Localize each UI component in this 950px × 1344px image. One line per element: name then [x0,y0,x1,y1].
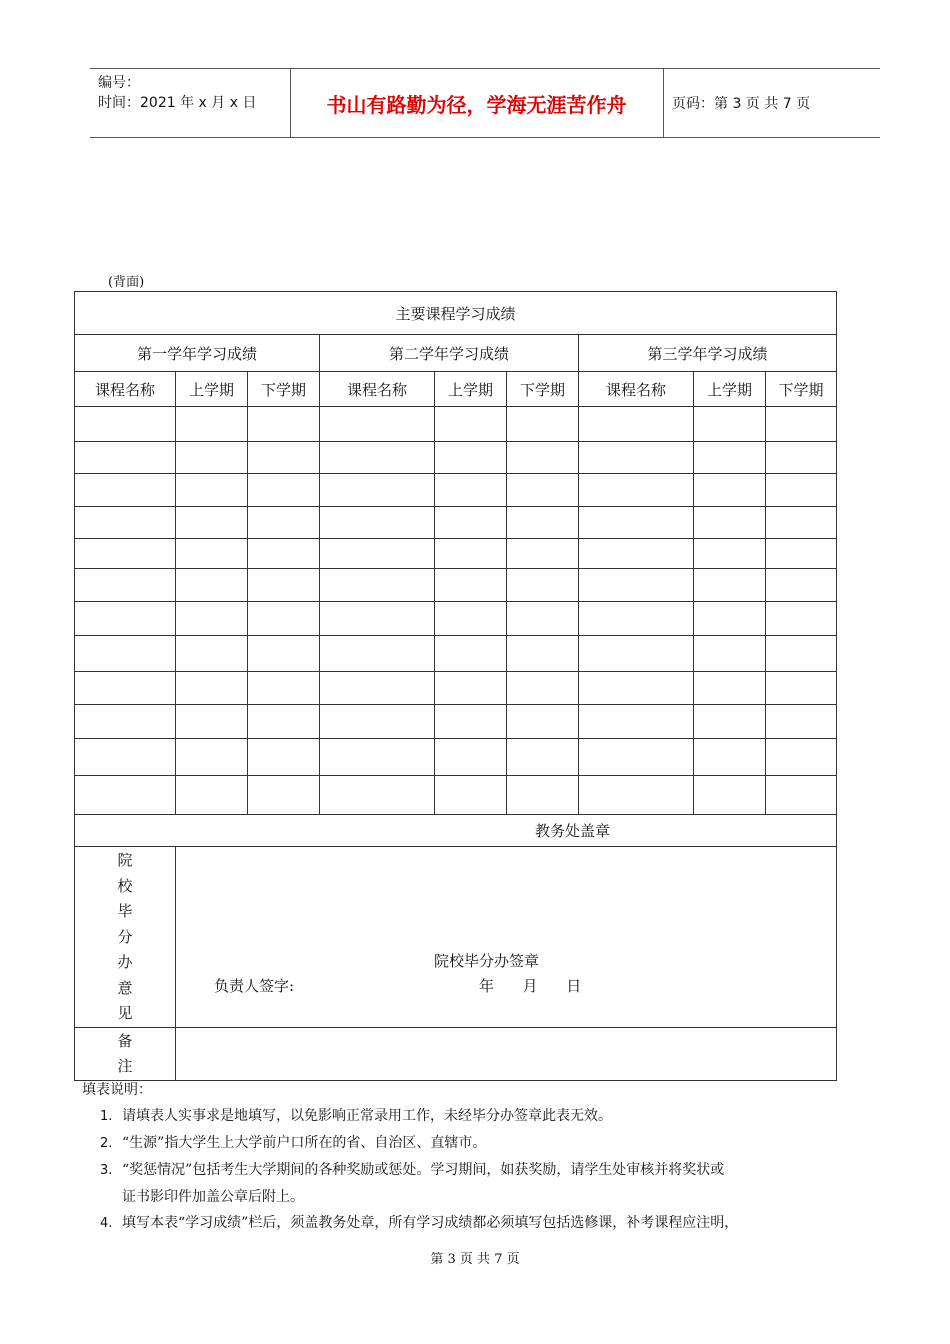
grade-cell[interactable] [766,705,837,739]
grade-row [75,539,837,569]
column-header: 课程名称 [579,372,694,407]
grade-cell[interactable] [694,474,766,507]
grade-cell[interactable] [435,442,507,474]
grade-cell[interactable] [248,776,320,815]
grade-cell[interactable] [320,739,435,776]
opinion-label-cell [75,847,176,1028]
grade-cell[interactable] [579,442,694,474]
grade-cell[interactable] [176,672,248,705]
grade-row [75,672,837,705]
grade-cell[interactable] [435,776,507,815]
grade-cell[interactable] [75,407,176,442]
grade-cell[interactable] [579,672,694,705]
grade-cell[interactable] [320,569,435,602]
number-label: 编号： [98,75,140,91]
grade-cell[interactable] [579,407,694,442]
grade-cell[interactable] [176,602,248,636]
grade-cell[interactable] [507,739,579,776]
signature-label: 负责人签字: [214,977,295,995]
grade-cell[interactable] [579,569,694,602]
grade-cell[interactable] [694,672,766,705]
grade-cell[interactable] [507,442,579,474]
grade-cell[interactable] [579,474,694,507]
grade-cell[interactable] [75,569,176,602]
grade-cell[interactable] [694,569,766,602]
year-header-1: 第一学年学习成绩 [75,335,320,372]
grade-cell[interactable] [75,474,176,507]
remark-content-cell[interactable] [176,1027,837,1080]
grade-cell[interactable] [176,442,248,474]
grade-cell[interactable] [694,739,766,776]
opinion-label: 院校毕分办意见 [117,851,133,1022]
grade-cell[interactable] [435,569,507,602]
grade-cell[interactable] [507,602,579,636]
page-footer: 第 3 页 共 7 页 [430,1252,520,1267]
grade-row [75,705,837,739]
grade-cell[interactable] [75,705,176,739]
grade-cell[interactable] [176,507,248,539]
grade-cell[interactable] [248,672,320,705]
grade-cell[interactable] [435,739,507,776]
grade-cell[interactable] [766,776,837,815]
grade-cell[interactable] [694,539,766,569]
header-page-label: 页码：第 3 页 共 7 页 [672,96,811,112]
grade-cell[interactable] [507,569,579,602]
grade-cell[interactable] [507,705,579,739]
instruction-item: 2. “生源”指大学生上大学前户口所在的省、自治区、直辖市。 [100,1135,487,1151]
grade-cell[interactable] [75,739,176,776]
grade-row [75,507,837,539]
grade-cell[interactable] [320,474,435,507]
column-header-row [75,372,837,407]
grade-cell[interactable] [320,602,435,636]
remark-label: 备注 [117,1031,133,1075]
table-title: 主要课程学习成绩 [75,292,837,335]
opinion-stamp-label: 院校毕分办签章 [434,952,540,970]
grade-cell[interactable] [435,407,507,442]
grade-cell[interactable] [176,636,248,672]
grade-cell[interactable] [176,539,248,569]
grade-cell[interactable] [579,776,694,815]
filling-instructions [82,1077,882,1237]
grade-cell[interactable] [320,507,435,539]
column-header: 上学期 [176,372,248,407]
grade-cell[interactable] [176,569,248,602]
grade-cell[interactable] [248,636,320,672]
date-label: 年 月 日 [479,977,582,995]
grade-row [75,739,837,776]
header-meta [90,69,291,137]
column-header: 上学期 [694,372,766,407]
grade-cell[interactable] [248,539,320,569]
time-label: 时间：2021 年 x 月 x 日 [98,95,257,111]
year-header-3: 第三学年学习成绩 [579,335,837,372]
grade-cell[interactable] [248,739,320,776]
grade-cell[interactable] [694,442,766,474]
grade-cell[interactable] [320,407,435,442]
grade-cell[interactable] [75,672,176,705]
grade-cell[interactable] [507,539,579,569]
grade-cell[interactable] [320,672,435,705]
grade-cell[interactable] [579,705,694,739]
column-header: 下学期 [507,372,579,407]
grade-cell[interactable] [694,776,766,815]
grade-cell[interactable] [176,474,248,507]
grade-cell[interactable] [435,539,507,569]
grade-cell[interactable] [248,705,320,739]
instruction-item: 3. “奖惩情况”包括考生大学期间的各种奖励或惩处。学习期间，如获奖励，请学生处审核并将奖状或 [100,1162,725,1178]
grade-row [75,636,837,672]
grade-cell[interactable] [507,636,579,672]
column-header: 下学期 [248,372,320,407]
grades-table [74,291,837,1081]
grade-cell[interactable] [248,569,320,602]
grade-cell[interactable] [766,407,837,442]
grade-cell[interactable] [435,602,507,636]
grade-row [75,776,837,815]
academic-office-stamp-label: 教务处盖章 [535,822,611,840]
opinion-content-cell[interactable] [176,847,837,1028]
grade-cell[interactable] [766,507,837,539]
grade-cell[interactable] [248,602,320,636]
grade-row [75,442,837,474]
grade-cell[interactable] [176,705,248,739]
grade-cell[interactable] [579,539,694,569]
grade-cell[interactable] [320,539,435,569]
column-header: 课程名称 [75,372,176,407]
grade-row [75,474,837,507]
grade-cell[interactable] [766,442,837,474]
grade-cell[interactable] [435,636,507,672]
grade-cell[interactable] [75,442,176,474]
column-header: 下学期 [766,372,837,407]
page-header [90,68,880,138]
grade-cell[interactable] [320,442,435,474]
grade-cell[interactable] [75,636,176,672]
grade-cell[interactable] [694,705,766,739]
grade-cell[interactable] [435,672,507,705]
grade-cell[interactable] [579,507,694,539]
grade-cell[interactable] [694,602,766,636]
instruction-item: 4. 填写本表“学习成绩”栏后，须盖教务处章，所有学习成绩都必须填写包括选修课，补考课程应注明， [100,1215,739,1231]
grade-cell[interactable] [507,507,579,539]
stamp-row [75,815,837,847]
grade-cell[interactable] [248,507,320,539]
grade-cell[interactable] [248,407,320,442]
grade-cell[interactable] [694,636,766,672]
grade-cell[interactable] [766,539,837,569]
grade-cell[interactable] [766,474,837,507]
grade-cell[interactable] [75,776,176,815]
grade-cell[interactable] [766,636,837,672]
grade-row [75,602,837,636]
column-header: 上学期 [435,372,507,407]
grade-cell[interactable] [320,636,435,672]
grade-cell[interactable] [435,474,507,507]
grade-cell[interactable] [579,739,694,776]
grade-cell[interactable] [75,507,176,539]
grade-cell[interactable] [176,407,248,442]
remark-label-cell [75,1027,176,1080]
grade-cell[interactable] [766,602,837,636]
grade-cell[interactable] [694,407,766,442]
instruction-item: 1. 请填表人实事求是地填写，以免影响正常录用工作，未经毕分办签章此表无效。 [100,1108,612,1124]
grade-cell[interactable] [435,507,507,539]
grade-cell[interactable] [248,474,320,507]
grade-cell[interactable] [75,539,176,569]
grade-cell[interactable] [766,672,837,705]
grade-cell[interactable] [579,602,694,636]
grade-cell[interactable] [320,776,435,815]
grade-cell[interactable] [766,739,837,776]
grade-cell[interactable] [507,672,579,705]
grade-cell[interactable] [75,602,176,636]
year-header-2: 第二学年学习成绩 [320,335,579,372]
instructions-title: 填表说明： [82,1082,152,1098]
grade-cell[interactable] [248,442,320,474]
grade-cell[interactable] [694,507,766,539]
grade-cell[interactable] [176,739,248,776]
grade-cell[interactable] [320,705,435,739]
back-side-label: (背面) [108,275,145,290]
grade-cell[interactable] [766,569,837,602]
grade-cell[interactable] [507,407,579,442]
grade-cell[interactable] [507,776,579,815]
grade-row [75,569,837,602]
grade-row [75,407,837,442]
header-motto: 书山有路勤为径，学海无涯苦作舟 [290,69,664,137]
column-header: 课程名称 [320,372,435,407]
grade-cell[interactable] [507,474,579,507]
instruction-item-continuation: 证书影印件加盖公章后附上。 [122,1189,304,1205]
grade-cell[interactable] [435,705,507,739]
grade-cell[interactable] [579,636,694,672]
grade-cell[interactable] [176,776,248,815]
